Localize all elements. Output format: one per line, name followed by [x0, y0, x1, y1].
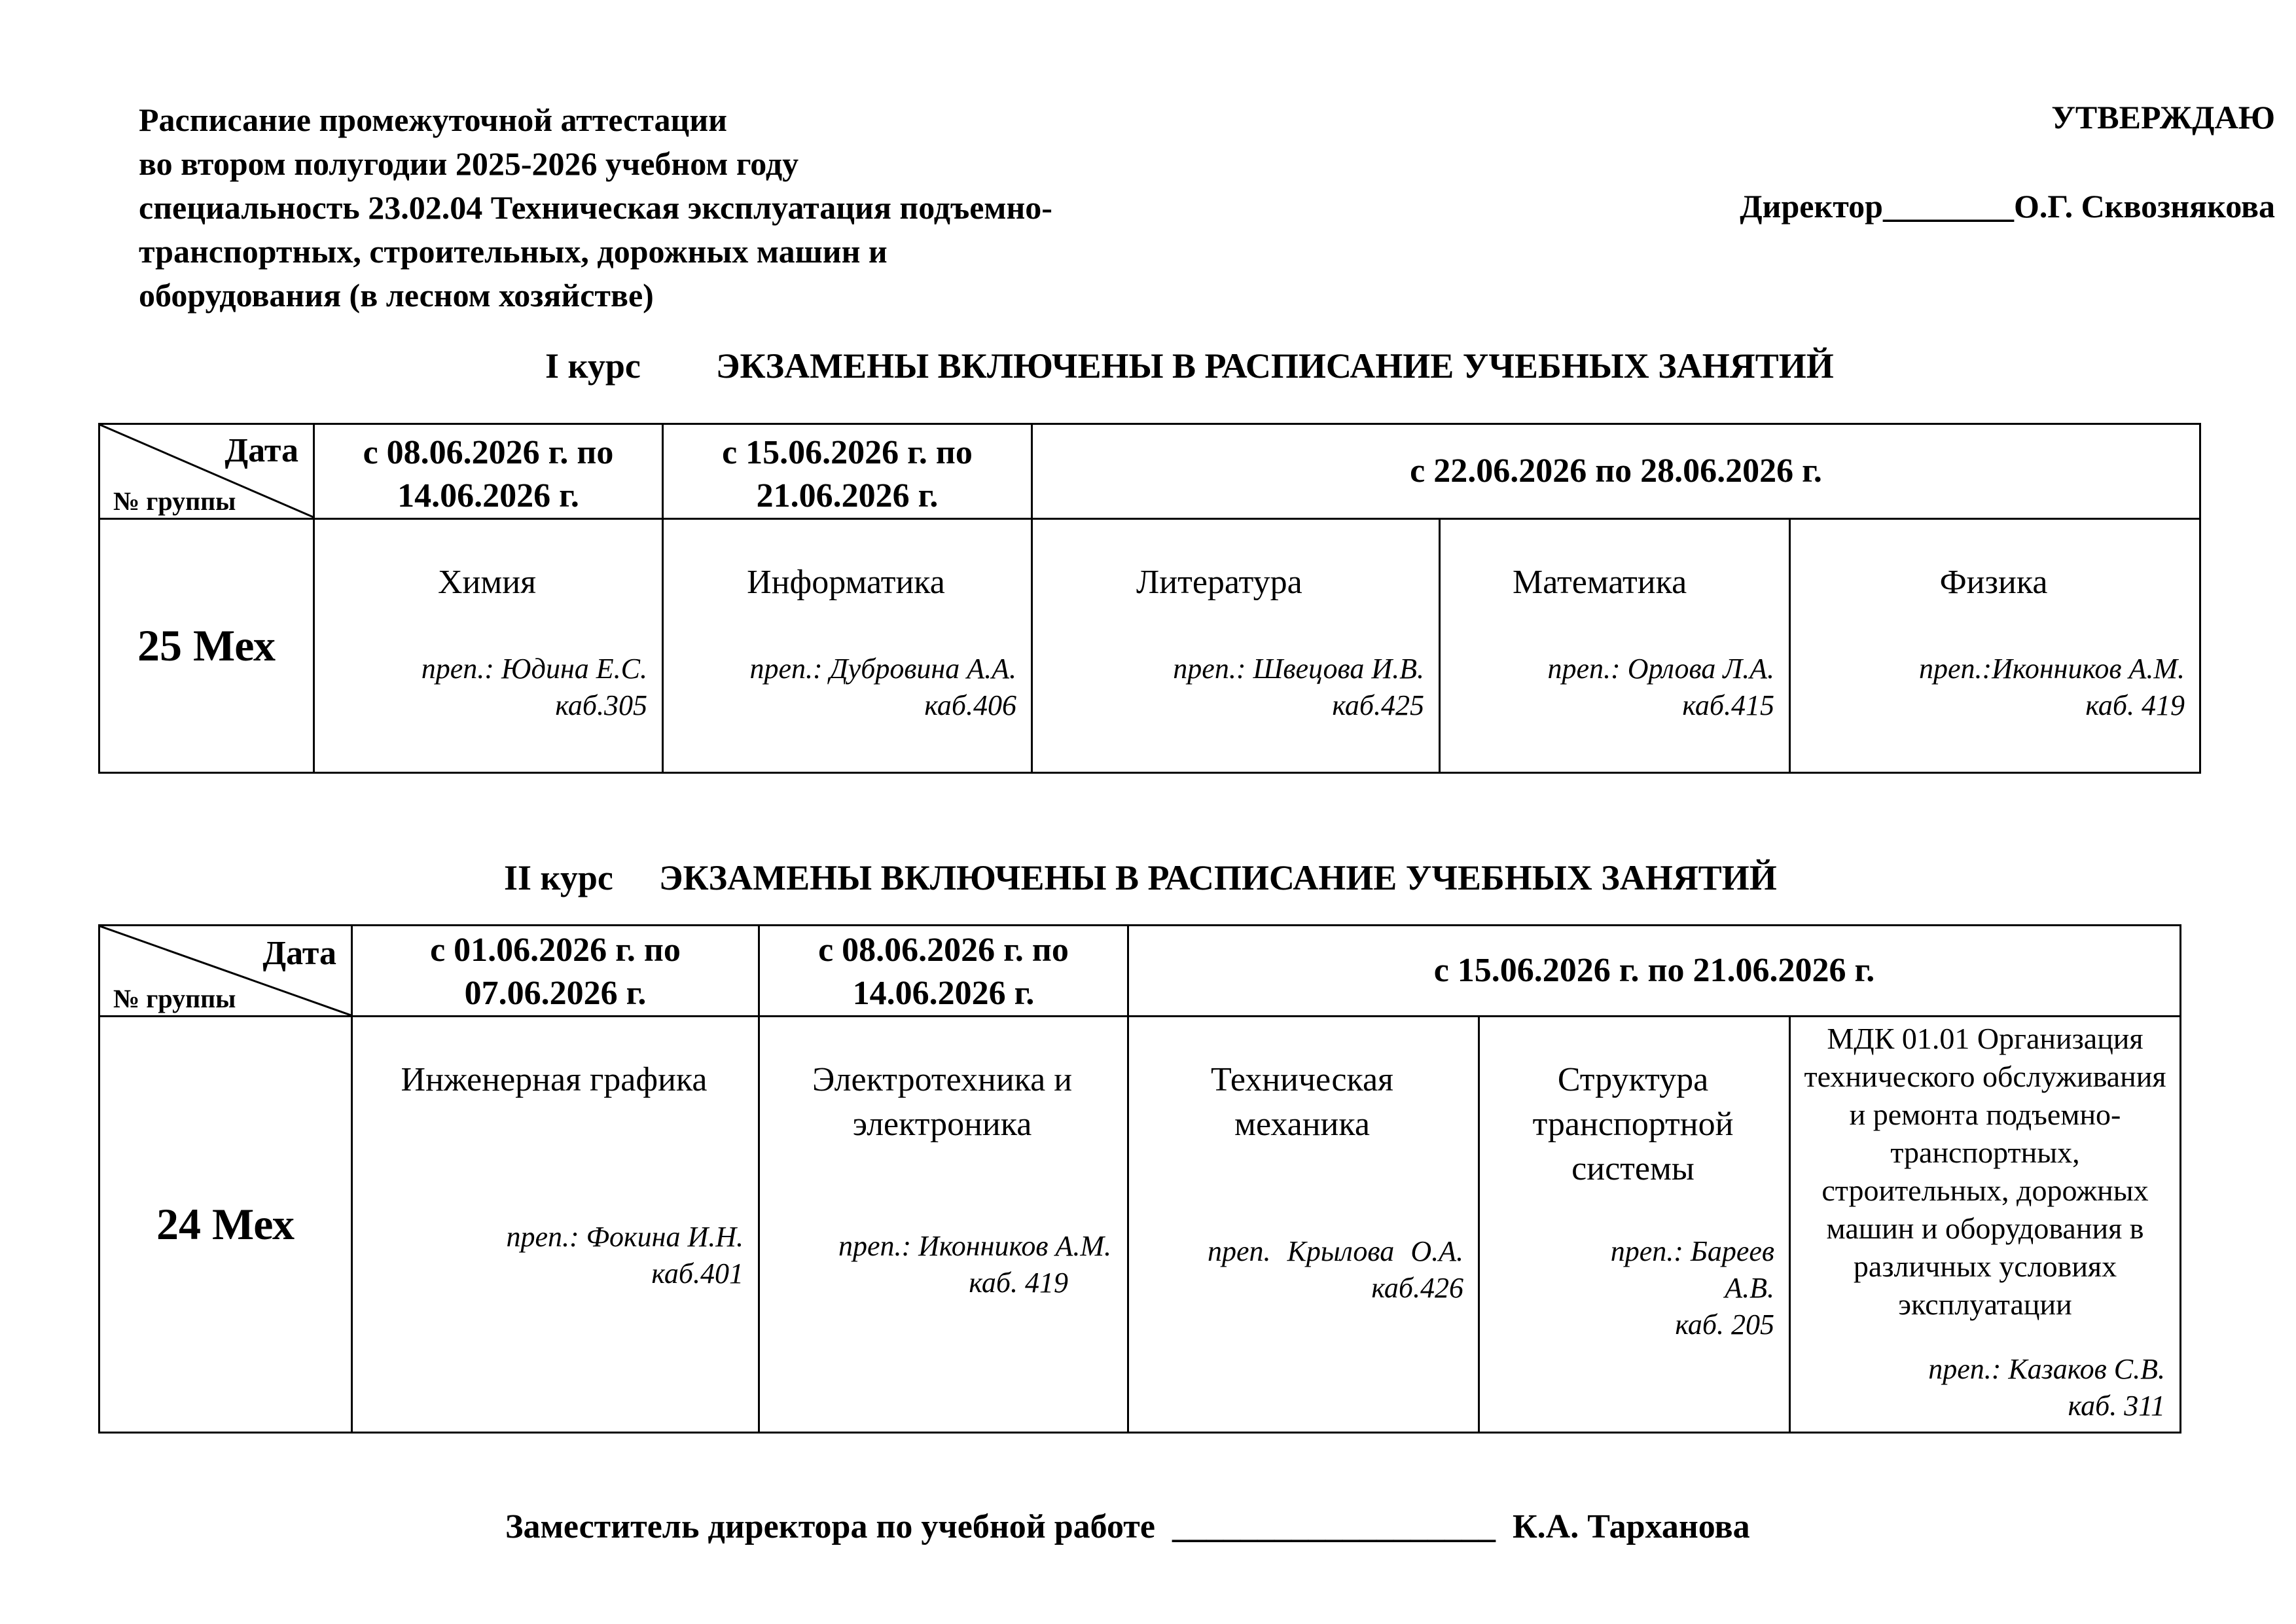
period-header: с 15.06.2026 г. по 21.06.2026 г. — [1128, 926, 2181, 1017]
exam-teacher: преп.: Бареев А.В. — [1610, 1235, 1774, 1304]
exam-cell — [1790, 1017, 2181, 1433]
group-label: № группы — [113, 486, 236, 516]
period-header: с 08.06.2026 г. по 14.06.2026 г. — [314, 424, 663, 519]
exam-teacher: преп.: Фокина И.Н. — [506, 1221, 744, 1253]
director-signature-line: ________ — [1883, 188, 2014, 225]
exam-subject: Информатика — [747, 564, 945, 601]
exam-subject: Физика — [1939, 564, 2048, 601]
exam-subject: Структура транспортной системы — [1532, 1061, 1734, 1187]
exam-cell — [1128, 1017, 1479, 1433]
course1-schedule-table — [98, 423, 2201, 774]
director-name: О.Г. Сквознякова — [2014, 188, 2275, 225]
approve-label: УТВЕРЖДАЮ — [2051, 99, 2275, 135]
title-line: Расписание промежуточной аттестации — [139, 101, 727, 138]
exam-cell — [352, 1017, 759, 1433]
exam-subject: Химия — [437, 564, 537, 601]
exam-teacher: преп.: Юдина Е.С. — [421, 653, 647, 685]
title-line: транспортных, строительных, дорожных машин и — [139, 233, 888, 270]
exam-cell — [759, 1017, 1128, 1433]
exam-cell — [1032, 519, 1440, 773]
exam-cell — [314, 519, 663, 773]
signature-label: Заместитель директора по учебной работе — [505, 1508, 1155, 1545]
exam-teacher: преп.: Дубровина А.А. — [749, 653, 1016, 685]
course1-heading: ЭКЗАМЕНЫ ВКЛЮЧЕНЫ В РАСПИСАНИЕ УЧЕБНЫХ ЗАНЯТИЙ — [715, 346, 1834, 386]
group-cell: 24 Мех — [99, 1017, 352, 1433]
exam-subject: Литература — [1136, 564, 1302, 601]
exam-room: каб.401 — [651, 1257, 744, 1290]
course2-schedule-table — [98, 924, 2181, 1434]
group-cell: 25 Мех — [99, 519, 314, 773]
exam-teacher: преп.:Иконников А.М. — [1918, 653, 2185, 685]
exam-room: каб.406 — [924, 689, 1016, 721]
table-corner-header — [99, 926, 352, 1017]
exam-cell — [663, 519, 1032, 773]
signature-line: ___________________ — [1172, 1508, 1496, 1545]
exam-teacher: преп. Крылова О.А. каб.426 — [1208, 1235, 1463, 1304]
period-header: с 01.06.2026 г. по 07.06.2026 г. — [352, 926, 759, 1017]
exam-room: каб.415 — [1682, 689, 1774, 721]
director-label: Директор — [1740, 188, 1883, 225]
course1-number: I курс — [545, 346, 641, 386]
group-label: № группы — [113, 984, 236, 1013]
date-label: Дата — [224, 432, 298, 469]
document-title — [139, 98, 1052, 317]
exam-subject: Математика — [1513, 564, 1687, 601]
exam-subject: Инженерная графика — [401, 1061, 708, 1098]
signature-name: К.А. Тарханова — [1512, 1508, 1750, 1545]
exam-subject: МДК 01.01 Организация технического обслуживания и ремонта подъемно-транспортных, строительных, дорожных машин и оборудования в различных условиях эксплуатации — [1804, 1022, 2166, 1321]
deputy-director-signature — [505, 1507, 1750, 1546]
exam-teacher: преп.: Иконников А.М. — [838, 1230, 1111, 1262]
exam-cell — [1440, 519, 1790, 773]
table-corner-header — [99, 424, 314, 519]
exam-room: каб.305 — [555, 689, 647, 721]
exam-room: каб. 205 — [1675, 1308, 1774, 1341]
course1-title — [545, 346, 1834, 386]
course2-number: II курс — [504, 858, 613, 897]
exam-cell — [1790, 519, 2200, 773]
period-header: с 22.06.2026 по 28.06.2026 г. — [1032, 424, 2200, 519]
exam-room: каб. 419 — [969, 1267, 1068, 1299]
period-header: с 15.06.2026 г. по 21.06.2026 г. — [663, 424, 1032, 519]
exam-room: каб. 419 — [2085, 689, 2185, 721]
title-line: оборудования (в лесном хозяйстве) — [139, 277, 654, 314]
director-signature — [1740, 187, 2275, 225]
date-label: Дата — [262, 935, 336, 972]
title-line: во втором полугодии 2025-2026 учебном году — [139, 145, 799, 182]
exam-room: каб.425 — [1332, 689, 1424, 721]
course2-heading: ЭКЗАМЕНЫ ВКЛЮЧЕНЫ В РАСПИСАНИЕ УЧЕБНЫХ ЗАНЯТИЙ — [658, 858, 1777, 897]
exam-subject: Техническая механика — [1211, 1061, 1393, 1143]
exam-subject: Электротехника и электроника — [812, 1061, 1073, 1143]
exam-teacher: преп.: Орлова Л.А. — [1547, 653, 1774, 685]
exam-teacher: преп.: Швецова И.В. — [1173, 653, 1424, 685]
exam-room: каб. 311 — [2068, 1390, 2165, 1422]
exam-teacher: преп.: Казаков С.В. — [1928, 1353, 2165, 1385]
course2-title — [504, 857, 1777, 898]
exam-cell — [1479, 1017, 1790, 1433]
title-line: специальность 23.02.04 Техническая эксплуатация подъемно- — [139, 189, 1052, 226]
period-header: с 08.06.2026 г. по 14.06.2026 г. — [759, 926, 1128, 1017]
